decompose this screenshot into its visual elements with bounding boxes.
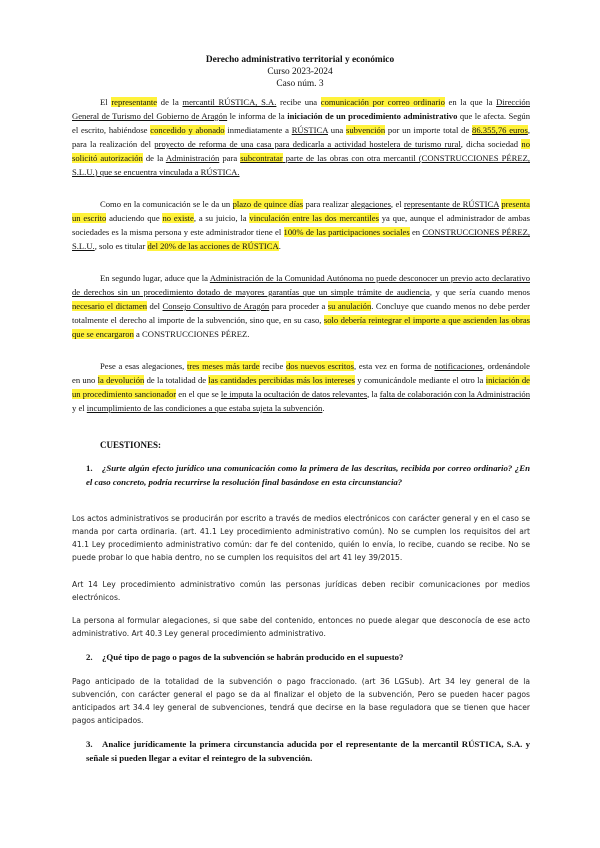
document-title: Derecho administrativo territorial y económico <box>205 55 395 65</box>
question-text: ¿Qué tipo de pago o pagos de la subvención se habrán producido en el supuesto? <box>102 652 404 662</box>
answer-1-paragraph-1: Los actos administrativos se producirán por escrito a través de medios electrónicos con carácter general y en el caso se manda por carta ordinaria. (art. 41.1 Ley procedimiento administrativo común). No se cumplen los requisitos del art 41.1 Ley procedimiento administrativo común: dar fe del contenido, quién lo envía, lo recibe, cuando se recibe. No se puede probar lo que habia dentro, no se cumplen los requisitos del art 41 ley 39/2015. <box>72 514 530 562</box>
case-label: Caso núm. 3 <box>276 79 324 89</box>
answer-1-paragraph-3: La persona al formular alegaciones, si que sabe del contenido, entonces no puede alegar que desconocía de ese acto administrativo. Art 40.3 Ley general procedimiento administrativo. <box>72 616 530 638</box>
answer-1-paragraph-2: Art 14 Ley procedimiento administrativo común las personas jurídicas deben recibir comunicaciones por medios electrónicos. <box>72 580 530 602</box>
question-number: 2. <box>86 652 93 662</box>
question-text: Analice jurídicamente la primera circunstancia aducida por el representante de la mercantil RÚSTICA, S.A. y señale si pueden llegar a evitar el reintegro de la subvención. <box>86 739 530 763</box>
course-label: Curso 2023-2024 <box>267 67 333 77</box>
document-header <box>0 54 600 90</box>
question-1 <box>86 462 530 489</box>
case-paragraph-2: Como en la comunicación se le da un plazo de quince días para realizar alegaciones, el representante de RÚSTICA presenta un escrito aduciendo que no existe, a su juicio, la vinculación entre las dos mercantiles ya que, aunque el administrador de ambas sociedades es la misma persona y este administrador tiene el 100% de las participaciones sociales en CONSTRUCCIONES PÉREZ, S.L.U., solo es titular del 20% de las acciones de RÚSTICA. <box>72 199 530 251</box>
case-paragraph-1: El representante de la mercantil RÚSTICA, S.A. recibe una comunicación por correo ordinario en la que la Dirección General de Turismo del Gobierno de Aragón le informa de la iniciación de un procedimiento administrativo que le afecta. Según el escrito, habiéndose concedido y abonado inmediatamente a RÚSTICA una subvención por un importe total de 86.355,76 euros, para la realización del proyecto de reforma de una casa para dedicarla a actividad hostelera de turismo rural, dicha sociedad no solicitó autorización de la Administración para subcontratar parte de las obras con otra mercantil (CONSTRUCCIONES PÉREZ, S.L.U.) que se encuentra vinculada a RÚSTICA. <box>72 97 531 177</box>
questions-heading: CUESTIONES: <box>100 440 162 450</box>
question-number: 3. <box>86 739 93 749</box>
question-2 <box>86 651 530 665</box>
question-text: ¿Surte algún efecto jurídico una comunicación como la primera de las descritas, recibida por correo ordinario? ¿En el caso concreto, podría recurrirse la resolución final basándose en esta circunstancia? <box>86 463 530 487</box>
question-3 <box>86 738 530 765</box>
question-number: 1. <box>86 463 93 473</box>
case-paragraph-3: En segundo lugar, aduce que la Administración de la Comunidad Autónoma no puede desconocer un previo acto declarativo de derechos sin un procedimiento dotado de mayores garantías que un simple trámite de audiencia, y que sería cuando menos necesario el dictamen del Consejo Consultivo de Aragón para proceder a su anulación. Concluye que cuando menos no debe perder totalmente el derecho al importe de la subvención, sino que, en su caso, solo debería reintegrar el importe a que ascienden las obras que se encargaron a CONSTRUCCIONES PÉREZ. <box>72 273 531 339</box>
answer-2-paragraph-1: Pago anticipado de la totalidad de la subvención o pago fraccionado. (art 36 LGSub). Art 34 ley general de la subvención, con carácter general el pago se da al finalizar el objeto de la subvención, Pero se pueden hacer pagos anticipados art 34.4 ley general de subvenciones, tendrá que decirse en la base reguladora que se tienen que hacer pagos anticipados. <box>72 677 530 725</box>
case-paragraph-4: Pese a esas alegaciones, tres meses más tarde recibe dos nuevos escritos, esta vez en forma de notificaciones, ordenándole en uno la devolución de la totalidad de las cantidades percibidas más los intereses y comunicándole mediante el otro la iniciación de un procedimiento sancionador en el que se le imputa la ocultación de datos relevantes, la falta de colaboración con la Administración y el incumplimiento de las condiciones a que estaba sujeta la subvención. <box>72 361 530 413</box>
